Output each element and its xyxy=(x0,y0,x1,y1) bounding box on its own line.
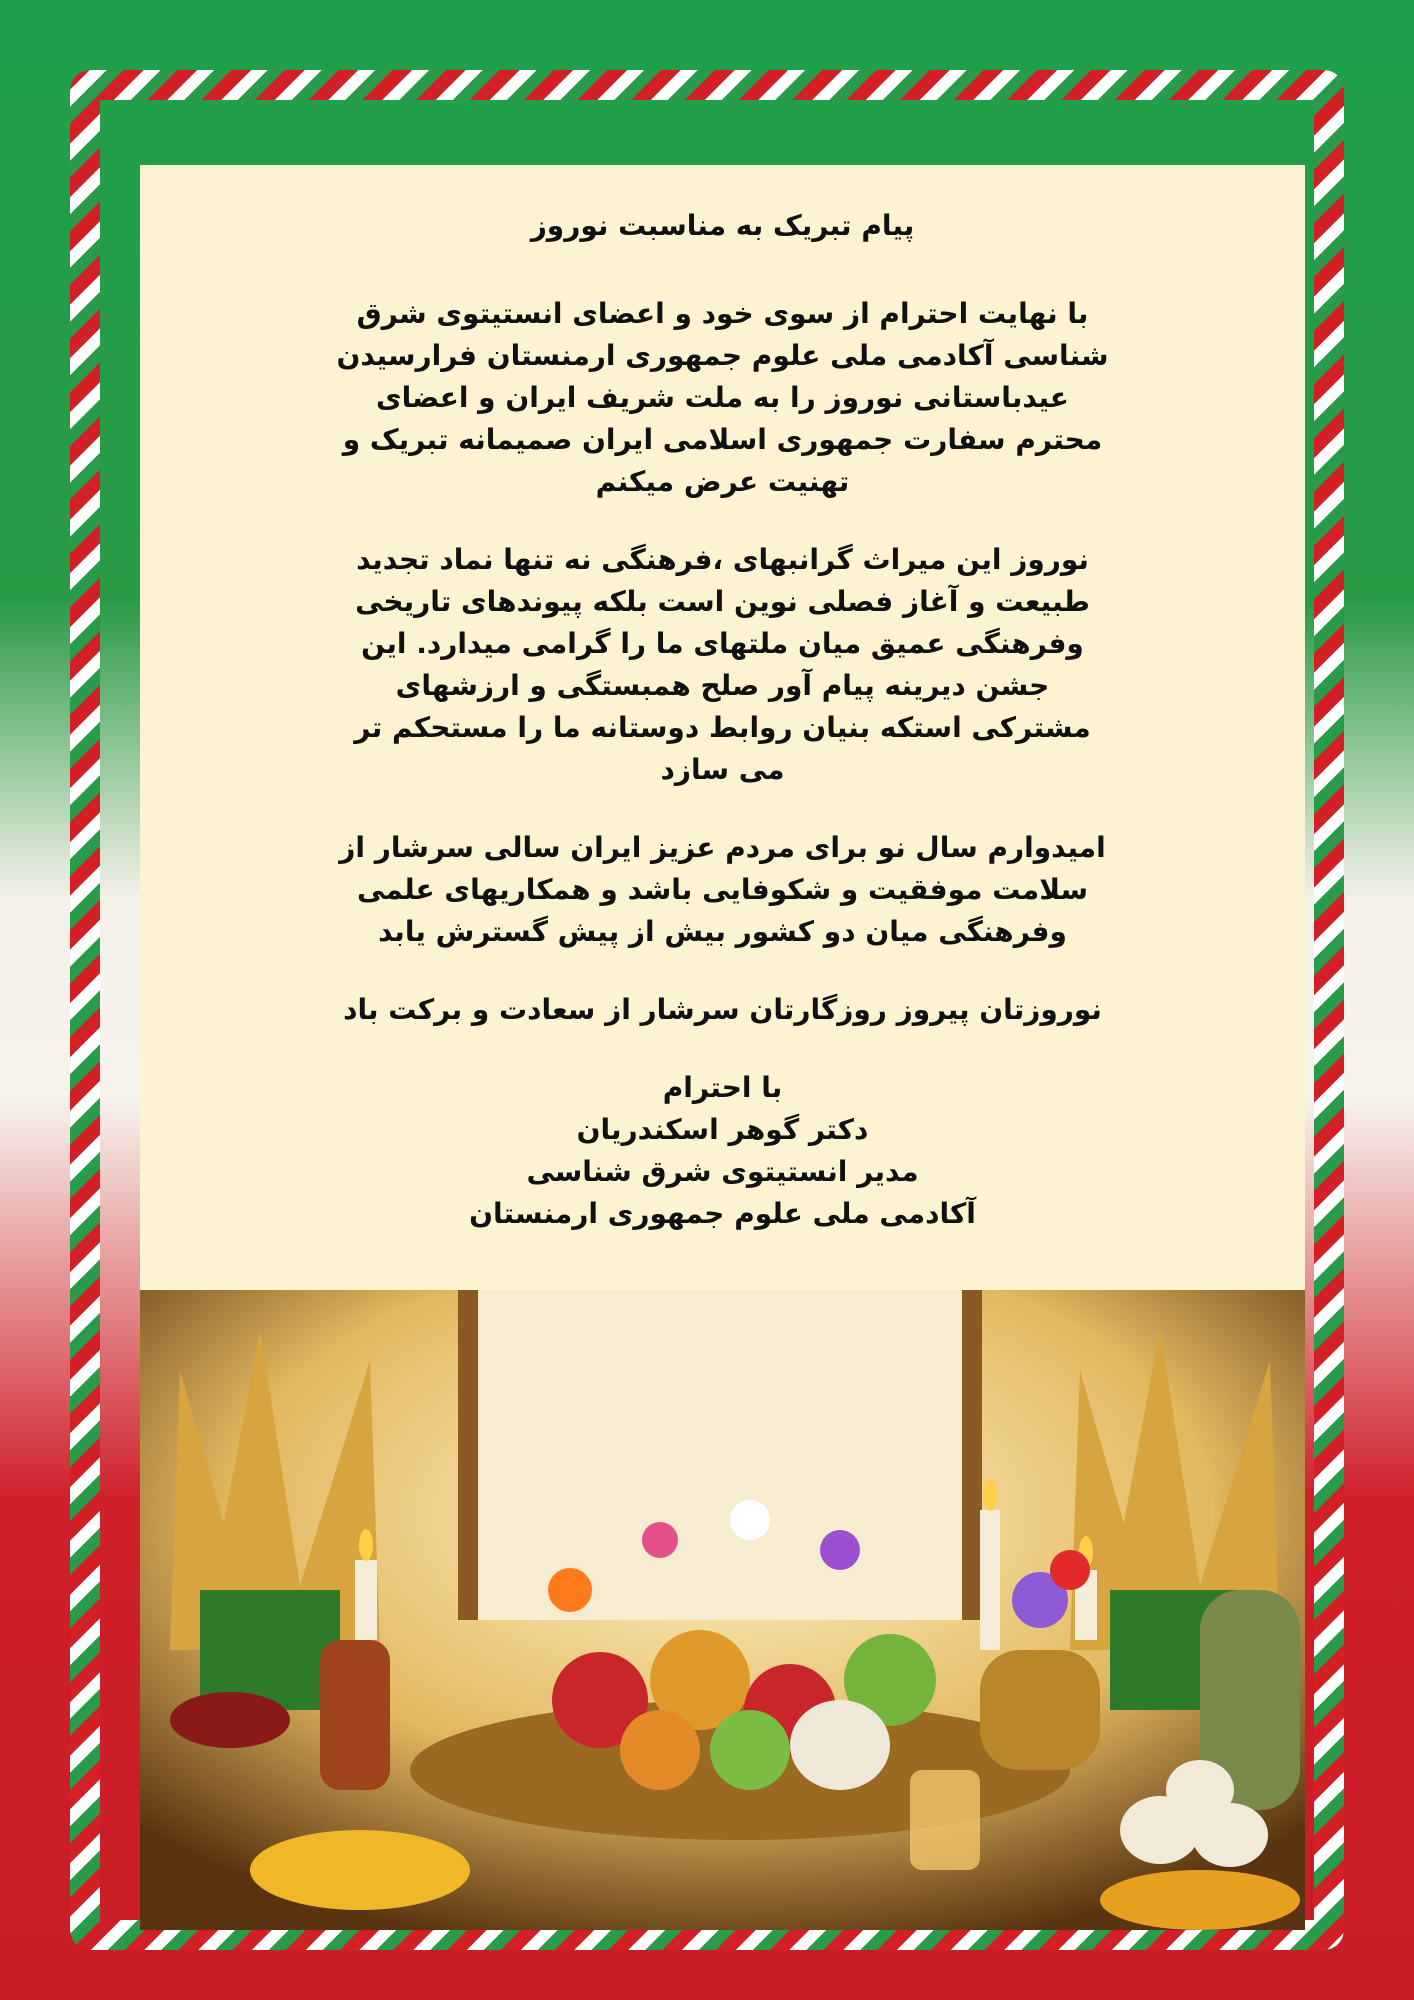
garlic xyxy=(790,1700,890,1790)
samanu xyxy=(250,1830,470,1910)
sabzeh-left xyxy=(200,1590,340,1710)
signature-closing: با احترام xyxy=(662,1071,783,1104)
vase-center xyxy=(980,1650,1100,1770)
greeting-text xyxy=(140,205,1305,1235)
signature-block xyxy=(140,1067,1305,1235)
signature-role: مدیر انستیتوی شرق شناسی xyxy=(526,1155,919,1188)
vinegar-bottle xyxy=(910,1770,980,1870)
paragraph-4: نوروزتان پیروز روزگارتان سرشار از سعادت و برکت باد xyxy=(343,993,1102,1026)
haft-sin-illustration xyxy=(140,1290,1305,1930)
signature-name: دکتر گوهر اسکندریان xyxy=(576,1113,869,1146)
paragraph-1: با نهایت احترام از سوی خود و اعضای انستیتوی شرق شناسی آکادمی ملی علوم جمهوری ارمنستان فرارسیدن عیدباستانی نوروز را به ملت شریف ایران و اعضای محترم سفارت جمهوری اسلامی ایران صمیمانه تبریک و تهنیت عرض میکنم xyxy=(336,297,1109,498)
paragraph-2: نوروز این میراث گرانبهای ،فرهنگی نه تنها نماد تجدید طبیعت و آغاز فصلی نوین است بلکه پیوندهای تاریخی وفرهنگی عمیق میان ملتهای ما را گرامی میدارد. این جشن دیرینه پیام آور صلح همبستگی و ارزشهای مشترکی استکه بنیان روابط دوستانه ما را مستحکم تر می سازد xyxy=(354,543,1091,786)
vase-left xyxy=(320,1640,390,1790)
mirror xyxy=(470,1290,970,1620)
senjed-bowl xyxy=(170,1692,290,1748)
page-title: پیام تبریک به مناسبت نوروز xyxy=(530,209,915,242)
paragraph-3: امیدوارم سال نو برای مردم عزیز ایران سالی سرشار از سلامت موفقیت و شکوفایی باشد و همکاریهای علمی وفرهنگی میان دو کشور بیش از پیش گسترش یابد xyxy=(339,831,1106,948)
signature-org: آکادمی ملی علوم جمهوری ارمنستان xyxy=(469,1197,976,1230)
gold-coins xyxy=(1100,1870,1300,1930)
